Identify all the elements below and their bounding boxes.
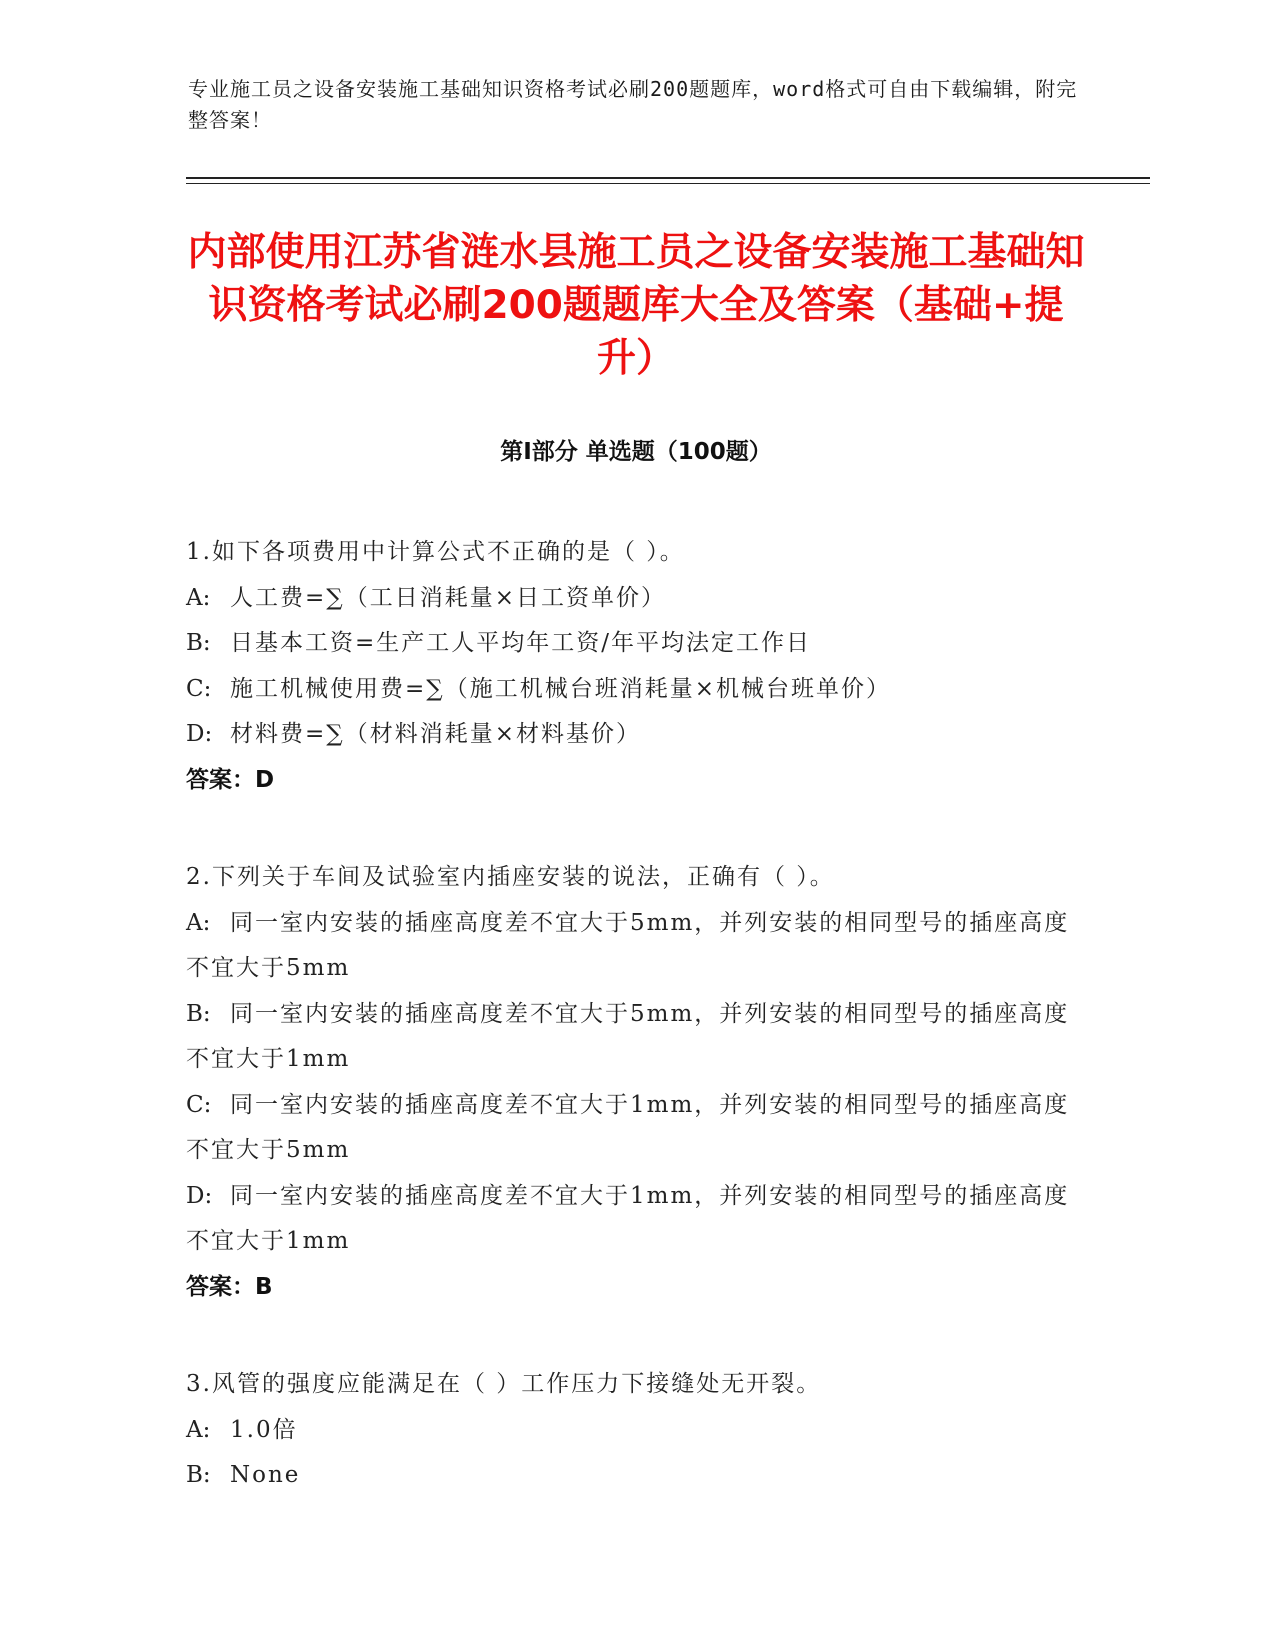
option-key: D: <box>186 721 213 747</box>
answer-line: 答案：B <box>186 1273 273 1300</box>
option-c <box>186 667 1086 713</box>
option-text: 人工费=∑（工日消耗量×日工资单价） <box>230 584 666 611</box>
question-list <box>186 530 1086 1551</box>
option-text: None <box>230 1462 301 1488</box>
question-stem: 1.如下各项费用中计算公式不正确的是（ ）。 <box>186 539 685 565</box>
question-stem: 3.风管的强度应能满足在（ ）工作压力下接缝处无开裂。 <box>186 1371 822 1397</box>
option-d <box>186 1174 1086 1265</box>
header-divider-thin <box>186 183 1150 184</box>
question-1 <box>186 530 1086 803</box>
option-b <box>186 1453 1086 1499</box>
option-text: 同一室内安装的插座高度差不宜大于5mm，并列安装的相同型号的插座高度不宜大于1mm <box>186 1000 1070 1072</box>
option-key: A: <box>186 1416 211 1443</box>
option-text: 施工机械使用费=∑（施工机械台班消耗量×机械台班单价） <box>230 675 891 702</box>
option-key: A: <box>186 584 211 611</box>
option-a <box>186 901 1086 992</box>
header-note: 专业施工员之设备安装施工基础知识资格考试必刷200题题库，word格式可自由下载编辑，附完整答案！ <box>188 77 1078 132</box>
option-c <box>186 1083 1086 1174</box>
section-title: 第I部分 单选题（100题） <box>500 439 772 465</box>
option-text: 材料费=∑（材料消耗量×材料基价） <box>230 721 641 747</box>
document-title: 内部使用江苏省涟水县施工员之设备安装施工基础知识资格考试必刷200题题库大全及答案（基础+提升） <box>187 230 1085 381</box>
question-2 <box>186 855 1086 1310</box>
option-text: 1.0倍 <box>230 1416 298 1443</box>
option-key: C: <box>186 675 212 702</box>
option-a <box>186 1408 1086 1454</box>
option-key: D: <box>186 1182 213 1209</box>
option-a <box>186 576 1086 622</box>
answer-line: 答案：D <box>186 766 275 793</box>
question-3 <box>186 1362 1086 1499</box>
option-key: A: <box>186 909 211 936</box>
option-key: C: <box>186 1091 212 1118</box>
option-key: B: <box>186 1000 211 1027</box>
option-text: 同一室内安装的插座高度差不宜大于1mm，并列安装的相同型号的插座高度不宜大于5mm <box>186 1091 1070 1163</box>
option-b <box>186 621 1086 667</box>
option-b <box>186 992 1086 1083</box>
option-text: 日基本工资=生产工人平均年工资/年平均法定工作日 <box>230 630 812 656</box>
option-d <box>186 712 1086 758</box>
option-key: B: <box>186 630 211 656</box>
option-text: 同一室内安装的插座高度差不宜大于5mm，并列安装的相同型号的插座高度不宜大于5mm <box>186 909 1070 981</box>
header-divider-thick <box>186 177 1150 179</box>
question-stem: 2.下列关于车间及试验室内插座安装的说法，正确有（ ）。 <box>186 864 835 890</box>
option-text: 同一室内安装的插座高度差不宜大于1mm，并列安装的相同型号的插座高度不宜大于1mm <box>186 1182 1070 1254</box>
option-key: B: <box>186 1462 211 1488</box>
